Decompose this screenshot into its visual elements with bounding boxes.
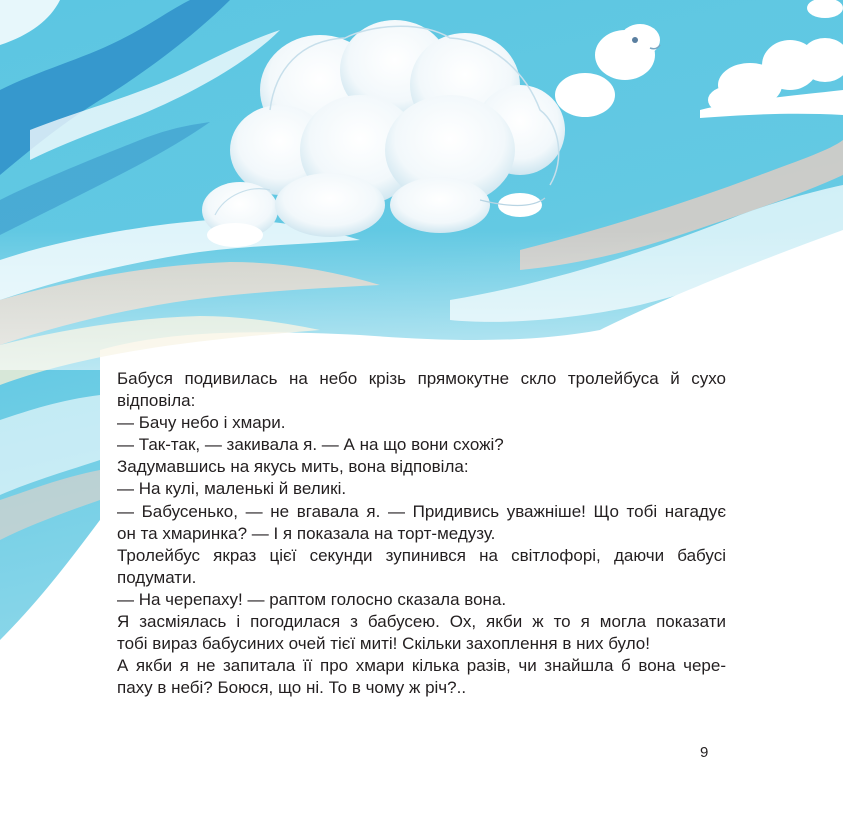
white-fade	[0, 230, 843, 370]
text-line: тобі вираз бабусиних очей тієї миті! Скільки захоплення в них було!	[117, 634, 650, 654]
text-line: — Бабусенько, — не вгавала я. — Придивись уважніше! Що тобі нагадує	[117, 501, 726, 521]
page-number: 9	[700, 744, 709, 761]
turtle-eye-icon	[632, 37, 638, 43]
text-line: он та хмаринка? — І я показала на торт-медузу.	[117, 523, 496, 543]
text-line: Тролейбус якраз цієї секунди зупинився на світлофорі, даючи бабусі	[117, 545, 726, 565]
text-line: — На кулі, маленькі й великі.	[117, 479, 347, 499]
text-line: відповіла:	[117, 391, 196, 411]
story-text	[117, 368, 726, 699]
text-line: паху в небі? Боюся, що ні. То в чому ж річ?..	[117, 678, 467, 698]
text-line: — Так-так, — закивала я. — А на що вони схожі?	[117, 435, 504, 455]
text-line: — Бачу небо і хмари.	[117, 413, 286, 433]
text-line: А якби я не запитала її про хмари кілька разів, чи знайшла б вона чере-	[117, 656, 726, 676]
text-line: Бабуся подивилась на небо крізь прямокутне скло тролейбуса й сухо	[117, 369, 726, 388]
text-line: — На черепаху! — раптом голосно сказала вона.	[117, 589, 507, 609]
text-line: Задумавшись на якусь мить, вона відповіла:	[117, 457, 469, 477]
text-line: подумати.	[117, 567, 197, 587]
text-line: Я засміялась і погодилася з бабусею. Ох, якби ж то я могла показати	[117, 612, 726, 632]
